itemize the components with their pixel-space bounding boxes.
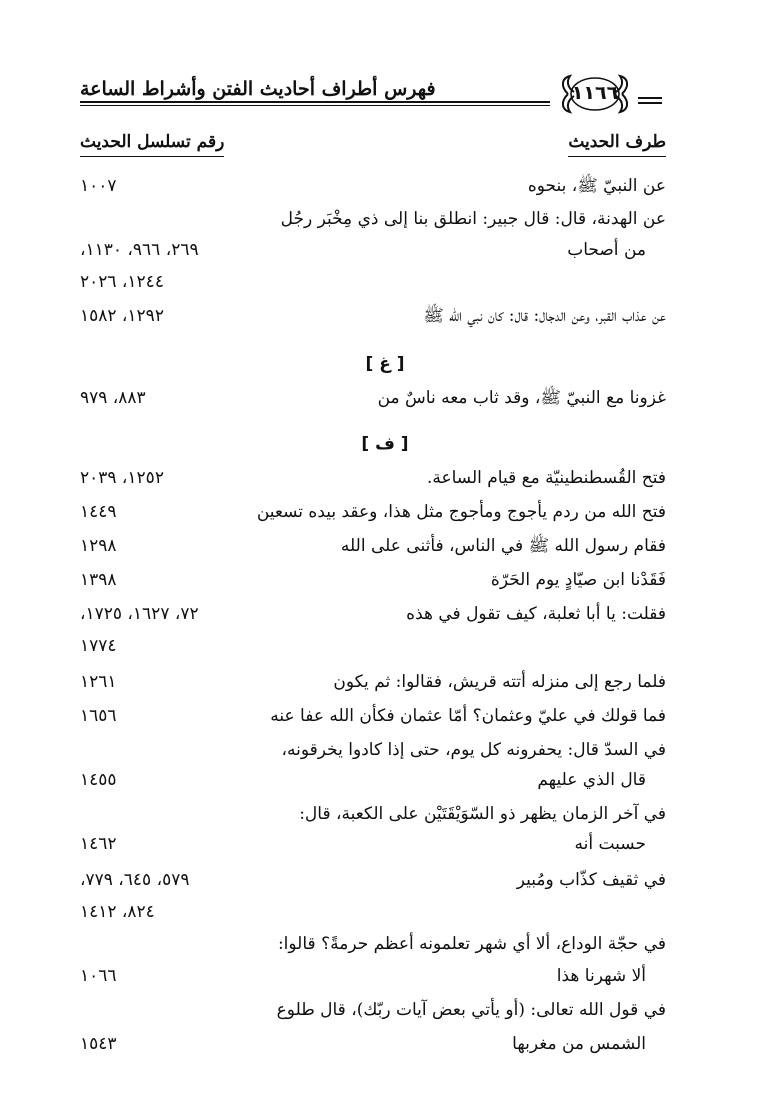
entry-text-continued: قال الذي عليهم	[537, 770, 646, 790]
page-number-ornament	[556, 72, 634, 116]
heading-underline	[568, 156, 666, 157]
entry-text: في ثقيف كذّاب ومُبير	[516, 870, 666, 890]
running-title: فهرس أطراف أحاديث الفتن وأشراط الساعة	[80, 78, 436, 100]
entry-numbers: ١٣٩٨	[80, 570, 117, 590]
header-rule-short-2	[638, 102, 662, 104]
column-heading-hadith	[568, 130, 666, 157]
section-letter-fa: [ ف ]	[361, 434, 409, 454]
entry-text-continued: ألا شهرنا هذا	[556, 966, 646, 986]
column-heading-hadith-label: طرف الحديث	[568, 132, 666, 152]
entry-numbers: ١٢٦١	[80, 672, 117, 692]
heading-underline	[80, 156, 224, 157]
entry-numbers: ١٤٤٩	[80, 502, 117, 522]
entry-numbers: ١٤٥٥	[80, 770, 117, 790]
entry-numbers: ١٠٠٧	[80, 176, 117, 196]
entry-text: في قول الله تعالى: (أو يأتي بعض آيات ربّك)، قال طلوع	[276, 1000, 666, 1020]
entry-text: فما قولك في عليّ وعثمان؟ أمّا عثمان فكأن الله عفا عنه	[270, 706, 666, 726]
entry-numbers: ١٥٤٣	[80, 1034, 117, 1054]
entry-text: غزونا مع النبيّ ﷺ، وقد ثاب معه ناسٌ من	[377, 388, 666, 408]
header-rule-short	[638, 97, 662, 99]
entry-numbers: ٥٧٩، ٦٤٥، ٧٧٩،	[80, 870, 190, 890]
page-number: ١١٦٦	[571, 82, 619, 104]
entry-text: فقام رسول الله ﷺ في الناس، فأثنى على الله	[340, 536, 666, 556]
entry-numbers-continued: ٨٢٤، ١٤١٢	[80, 902, 155, 922]
entry-text: عن عذاب القبر، وعن الدجال: قال: كان نبي الله ﷺ	[423, 306, 666, 326]
entry-numbers: ١٦٥٦	[80, 706, 117, 726]
entry-numbers: ١٠٦٦	[80, 966, 117, 986]
entry-text: في السدّ قال: يحفرونه كل يوم، حتى إذا كادوا يخرقونه،	[281, 740, 666, 760]
entry-text-continued: من أصحاب	[567, 240, 646, 260]
entry-text-continued: حسبت أنه	[574, 834, 646, 854]
entry-numbers: ٨٨٣، ٩٧٩	[80, 388, 146, 408]
column-heading-number-label: رقم تسلسل الحديث	[80, 132, 225, 152]
entry-text: في حجّة الوداع، ألا أي شهر تعلمونه أعظم حرمةً؟ قالوا:	[277, 934, 666, 954]
header-rule	[80, 101, 550, 103]
section-letter-ghain: [ غ ]	[365, 354, 405, 374]
entry-text: فتح القُسطنطينيّة مع قيام الساعة.	[426, 468, 666, 488]
entry-numbers-continued: ١٢٤٤، ٢٠٢٦	[80, 272, 164, 292]
entry-text: فلما رجع إلى منزله أتته قريش، فقالوا: ثم يكون	[333, 672, 666, 692]
entry-numbers: ٧٢، ١٦٢٧، ١٧٢٥،	[80, 604, 199, 624]
entry-numbers: ١٢٥٢، ٢٠٣٩	[80, 468, 164, 488]
entry-text: عن الهدنة، قال: قال جبير: انطلق بنا إلى ذي مِخْبَر رجُل	[280, 209, 666, 229]
entry-text: فتح الله من ردم يأجوج ومأجوج مثل هذا، وعقد بيده تسعين	[256, 502, 666, 522]
entry-numbers-continued: ١٧٧٤	[80, 636, 117, 656]
entry-numbers: ١٢٩٢، ١٥٨٢	[80, 306, 164, 326]
entry-numbers: ١٤٦٢	[80, 834, 117, 854]
entry-text: في آخر الزمان يظهر ذو السّوَيْقَتَيْن على الكعبة، قال:	[299, 804, 666, 824]
entry-text: فقلت: يا أبا ثعلبة، كيف تقول في هذه	[406, 604, 666, 624]
entry-numbers: ٢٦٩، ٩٦٦، ١١٣٠،	[80, 240, 199, 260]
entry-text-continued: الشمس من مغربها	[512, 1034, 646, 1054]
entry-text: فَقَدْنا ابن صيّادٍ يوم الحَرّة	[490, 570, 666, 590]
header-rule-thin	[80, 105, 550, 106]
entry-numbers: ١٢٩٨	[80, 536, 117, 556]
entry-text: عن النبيّ ﷺ، بنحوه	[527, 176, 666, 196]
column-heading-number	[80, 130, 224, 157]
